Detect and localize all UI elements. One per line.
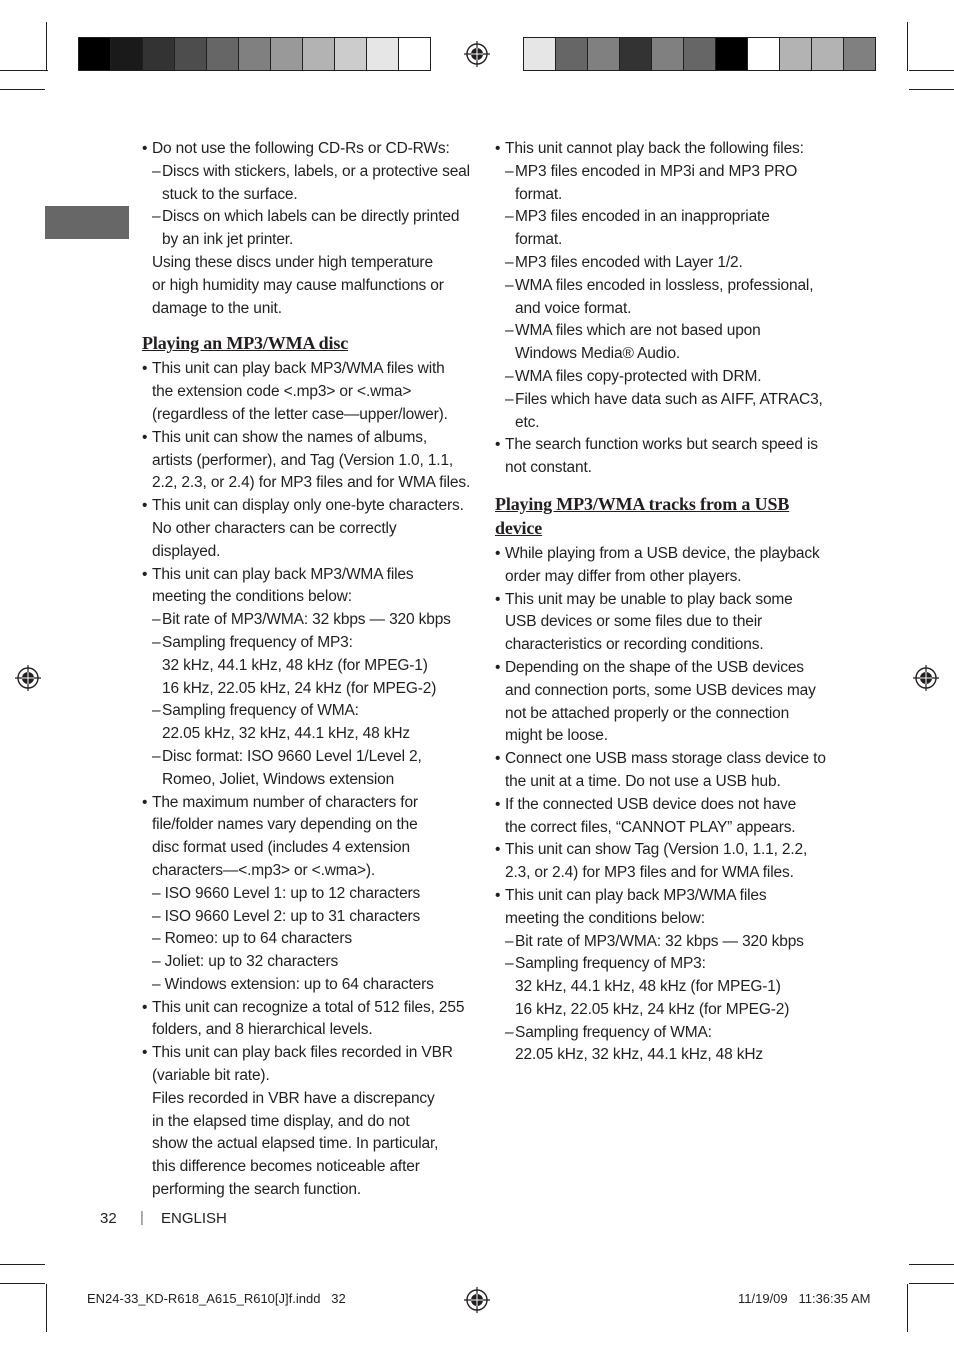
color-swatch [812,38,844,70]
dash-continuation: format. [515,185,563,203]
dash-continuation: 16 kHz, 22.05 kHz, 24 kHz (for MPEG-2) [162,679,437,697]
bullet-continuation: 2.2, 2.3, or 2.4) for MP3 files and for WMA files. [152,474,471,492]
section-heading [495,492,835,540]
bullet-item: • This unit can play back MP3/WMA files [495,885,835,908]
bullet-continuation: performing the search function. [152,1181,362,1199]
page-number: 32 [100,1210,117,1227]
crop-mark [0,1264,45,1265]
slug-filename: EN24-33_KD-R618_A615_R610[J]f.indd 32 [87,1291,346,1306]
bullet-continuation: the unit at a time. Do not use a USB hub. [505,772,781,790]
bullet-item: • This unit can play back MP3/WMA files with [142,358,477,381]
bullet-continuation: not constant. [505,459,592,477]
bullet-continuation: (regardless of the letter case—upper/lower). [152,405,448,423]
color-swatch [271,38,303,70]
section-heading: Playing an MP3/WMA disc [142,333,349,354]
left-column [142,138,477,1202]
dash-item: – WMA files which are not based upon [505,322,761,340]
bullet-continuation: file/folder names vary depending on the [152,816,418,834]
dash-continuation: Windows Media® Audio. [515,345,681,363]
color-swatch [652,38,684,70]
bullet-continuation: the extension code <.mp3> or <.wma> [152,383,412,401]
color-swatch [303,38,335,70]
bullet-item: • Depending on the shape of the USB devices [495,657,835,680]
dash-item: – Disc format: ISO 9660 Level 1/Level 2, [152,747,422,765]
registration-mark-icon [464,1287,490,1313]
color-swatch [239,38,271,70]
dash-continuation: 16 kHz, 22.05 kHz, 24 kHz (for MPEG-2) [515,1000,790,1018]
dash-item: – Bit rate of MP3/WMA: 32 kbps — 320 kbps [152,611,451,629]
bullet-item: • This unit can play back MP3/WMA files [142,564,477,587]
bullet-continuation: meeting the conditions below: [152,588,352,606]
right-column [495,138,835,1067]
crop-mark [909,89,954,90]
bullet-continuation: No other characters can be correctly [152,519,397,537]
bullet-continuation: show the actual elapsed time. In particular, [152,1135,439,1153]
bullet-continuation: in the elapsed time display, and do not [152,1112,410,1130]
color-swatch [780,38,812,70]
color-bar-left [78,37,431,71]
bullet-continuation: the correct files, “CANNOT PLAY” appears. [505,818,796,836]
color-swatch [111,38,143,70]
note-text: or high humidity may cause malfunctions or [152,276,444,294]
color-swatch [588,38,620,70]
bullet-continuation: order may differ from other players. [505,567,742,585]
bullet-item: • This unit can play back files recorded in VBR [142,1042,477,1065]
dash-item: – Sampling frequency of WMA: [505,1023,712,1041]
crop-mark [909,1283,954,1284]
bullet-continuation: meeting the conditions below: [505,909,705,927]
dash-continuation: 32 kHz, 44.1 kHz, 48 kHz (for MPEG-1) [162,656,428,674]
dash-continuation: by an ink jet printer. [162,231,294,249]
bullet-continuation: this difference becomes noticeable after [152,1158,420,1176]
dash-continuation: etc. [515,413,540,431]
limit-item: – ISO 9660 Level 2: up to 31 characters [152,907,421,925]
bullet-continuation: characters—<.mp3> or <.wma>). [152,861,376,879]
limit-item: – Joliet: up to 32 characters [152,953,339,971]
color-swatch [399,38,431,70]
bullet-item: • Do not use the following CD-Rs or CD-RWs: [142,138,477,161]
crop-mark [907,22,908,71]
limit-item: – Romeo: up to 64 characters [152,930,352,948]
bullet-item: • This unit cannot play back the following files: [495,138,835,161]
bullet-continuation: and connection ports, some USB devices may [505,681,816,699]
footer-separator: | [140,1209,144,1226]
dash-continuation: and voice format. [515,299,632,317]
color-swatch [367,38,399,70]
dash-item: – Bit rate of MP3/WMA: 32 kbps — 320 kbps [505,932,804,950]
color-swatch [716,38,748,70]
bullet-continuation: displayed. [152,542,221,560]
section-heading-line: Playing MP3/WMA tracks from a USB [495,493,790,514]
color-swatch [620,38,652,70]
dash-item: – MP3 files encoded with Layer 1/2. [505,253,743,271]
limit-item: – Windows extension: up to 64 characters [152,975,434,993]
color-swatch [143,38,175,70]
color-swatch [79,38,111,70]
bullet-item: • While playing from a USB device, the playback [495,543,835,566]
color-swatch [207,38,239,70]
crop-mark [46,1284,47,1332]
dash-continuation: 32 kHz, 44.1 kHz, 48 kHz (for MPEG-1) [515,978,781,996]
dash-item: – WMA files encoded in lossless, professional, [505,276,814,294]
bullet-continuation: 2.3, or 2.4) for MP3 files and for WMA files. [505,864,794,882]
dash-continuation: stuck to the surface. [162,185,298,203]
registration-mark-icon [15,665,41,691]
bullet-item: • This unit can show the names of albums, [142,427,477,450]
bullet-continuation: (variable bit rate). [152,1067,270,1085]
color-swatch [748,38,780,70]
bullet-continuation: not be attached properly or the connection [505,704,790,722]
color-swatch [556,38,588,70]
bullet-item: • This unit can show Tag (Version 1.0, 1.1, 2.2, [495,839,835,862]
crop-mark [907,1284,908,1332]
crop-mark [0,89,45,90]
slug-datetime: 11/19/09 11:36:35 AM [738,1291,871,1306]
color-swatch [524,38,556,70]
bullet-continuation: USB devices or some files due to their [505,613,763,631]
color-bar-right [523,37,876,71]
limit-item: – ISO 9660 Level 1: up to 12 characters [152,884,421,902]
color-swatch [844,38,876,70]
bullet-continuation: characteristics or recording conditions. [505,636,764,654]
bullet-item: • This unit can recognize a total of 512 files, 255 [142,997,477,1020]
bullet-item: • The search function works but search speed is [495,434,835,457]
registration-mark-icon [464,41,490,67]
dash-item: – MP3 files encoded in an inappropriate [505,208,770,226]
bullet-item: • Connect one USB mass storage class device to [495,748,835,771]
bullet-continuation: disc format used (includes 4 extension [152,839,410,857]
dash-continuation: 22.05 kHz, 32 kHz, 44.1 kHz, 48 kHz [162,725,411,743]
bullet-item: • This unit can display only one-byte characters. [142,495,477,518]
dash-item: – Discs with stickers, labels, or a protective seal [152,162,470,180]
bullet-continuation: artists (performer), and Tag (Version 1.0, 1.1, [152,451,454,469]
dash-item: – Files which have data such as AIFF, ATRAC3, [505,390,823,408]
bullet-item: • This unit may be unable to play back some [495,589,835,612]
crop-mark [909,1264,954,1265]
dash-continuation: Romeo, Joliet, Windows extension [162,770,395,788]
note-text: Using these discs under high temperature [152,253,433,271]
crop-mark [46,22,47,71]
bullet-continuation: might be loose. [505,727,608,745]
dash-item: – Discs on which labels can be directly printed [152,208,460,226]
section-tab [45,206,129,239]
dash-item: – Sampling frequency of WMA: [152,702,359,720]
bullet-item: • If the connected USB device does not have [495,794,835,817]
dash-item: – WMA files copy-protected with DRM. [505,367,762,385]
note-text: damage to the unit. [152,299,282,317]
registration-mark-icon [913,665,939,691]
dash-continuation: format. [515,231,563,249]
dash-item: – Sampling frequency of MP3: [505,955,706,973]
bullet-continuation: folders, and 8 hierarchical levels. [152,1021,373,1039]
crop-mark [909,70,954,71]
crop-mark [0,70,48,71]
color-swatch [335,38,367,70]
footer-language: ENGLISH [161,1210,227,1227]
dash-item: – MP3 files encoded in MP3i and MP3 PRO [505,162,798,180]
color-swatch [684,38,716,70]
bullet-item: • The maximum number of characters for [142,792,477,815]
crop-mark [0,1283,45,1284]
section-heading-line: device [495,517,543,538]
bullet-continuation: Files recorded in VBR have a discrepancy [152,1089,435,1107]
dash-continuation: 22.05 kHz, 32 kHz, 44.1 kHz, 48 kHz [515,1046,764,1064]
dash-item: – Sampling frequency of MP3: [152,633,353,651]
color-swatch [175,38,207,70]
